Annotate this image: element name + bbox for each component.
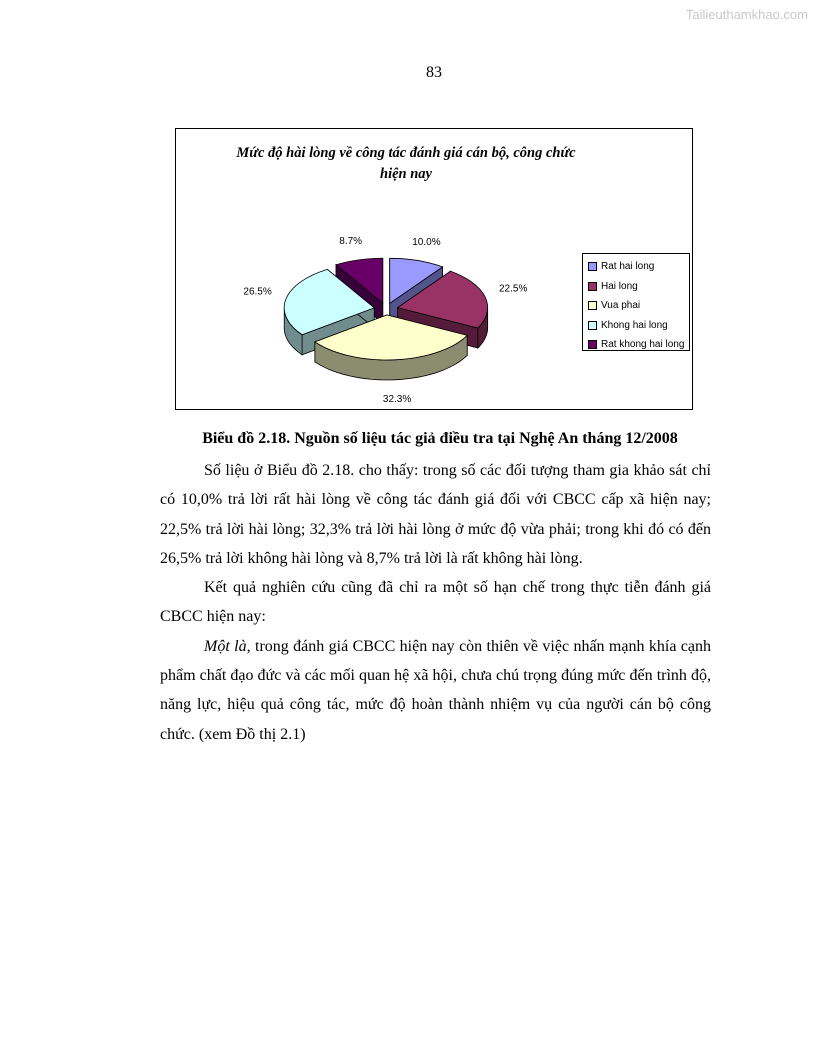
legend-swatch: [588, 301, 597, 310]
legend-item: [588, 316, 689, 336]
page-number: 83: [426, 64, 442, 81]
legend-swatch: [588, 282, 597, 291]
legend-item: [588, 257, 689, 277]
chart-title-line1: Mức độ hài lòng về công tác đánh giá cán bộ, công chức: [236, 145, 576, 161]
chart-legend: [582, 253, 690, 351]
legend-item: [588, 296, 689, 316]
legend-swatch: [588, 340, 597, 349]
legend-swatch: [588, 262, 597, 271]
data-label: 10.0%: [412, 236, 441, 248]
watermark: Tailieuthamkhao.com: [685, 7, 808, 22]
body-text: [160, 456, 711, 749]
paragraph-text: trong đánh giá CBCC hiện nay còn thiên về việc nhấn mạnh khía cạnh phẩm chất đạo đức và các mối quan hệ xã hội, chưa chú trọng đúng mức đến trình độ, năng lực, hiệu quả công tác, mức độ hoàn thành nhiệm vụ của người cán bộ công chức. (xem Đồ thị 2.1): [160, 637, 712, 743]
paragraph: [160, 632, 711, 749]
legend-label: Rat hai long: [601, 261, 655, 273]
data-label: 32.3%: [382, 394, 412, 406]
paragraph: Kết quả nghiên cứu cũng đã chỉ ra một số hạn chế trong thực tiễn đánh giá CBCC hiện nay:: [160, 579, 711, 626]
data-label: 22.5%: [499, 283, 528, 295]
chart-title-line2: hiện nay: [380, 166, 432, 182]
legend-label: Rat khong hai long: [601, 339, 685, 351]
figure-caption: Biểu đồ 2.18. Nguồn số liệu tác giả điều tra tại Nghệ An tháng 12/2008: [202, 430, 678, 447]
legend-label: Hai long: [601, 280, 638, 292]
legend-item: [588, 335, 689, 355]
paragraph: Số liệu ở Biểu đồ 2.18. cho thấy: trong số các đối tượng tham gia khảo sát chỉ có 10,0% trả lời rất hài lòng về công tác đánh giá đối với CBCC cấp xã hiện nay; 22,5% trả lời hài lòng; 32,3% trả lời hài lòng ở mức độ vừa phải; trong khi đó có đến 26,5% trả lời không hài lòng và 8,7% trả lời là rất không hài lòng.: [160, 462, 711, 567]
legend-item: [588, 277, 689, 297]
paragraph-lead: Một là,: [204, 637, 251, 655]
data-label: 26.5%: [243, 286, 272, 298]
legend-label: Khong hai long: [601, 319, 668, 331]
legend-swatch: [588, 321, 597, 330]
legend-label: Vua phai: [601, 300, 641, 312]
chart-frame: [175, 128, 693, 410]
data-label: 8.7%: [339, 236, 363, 248]
